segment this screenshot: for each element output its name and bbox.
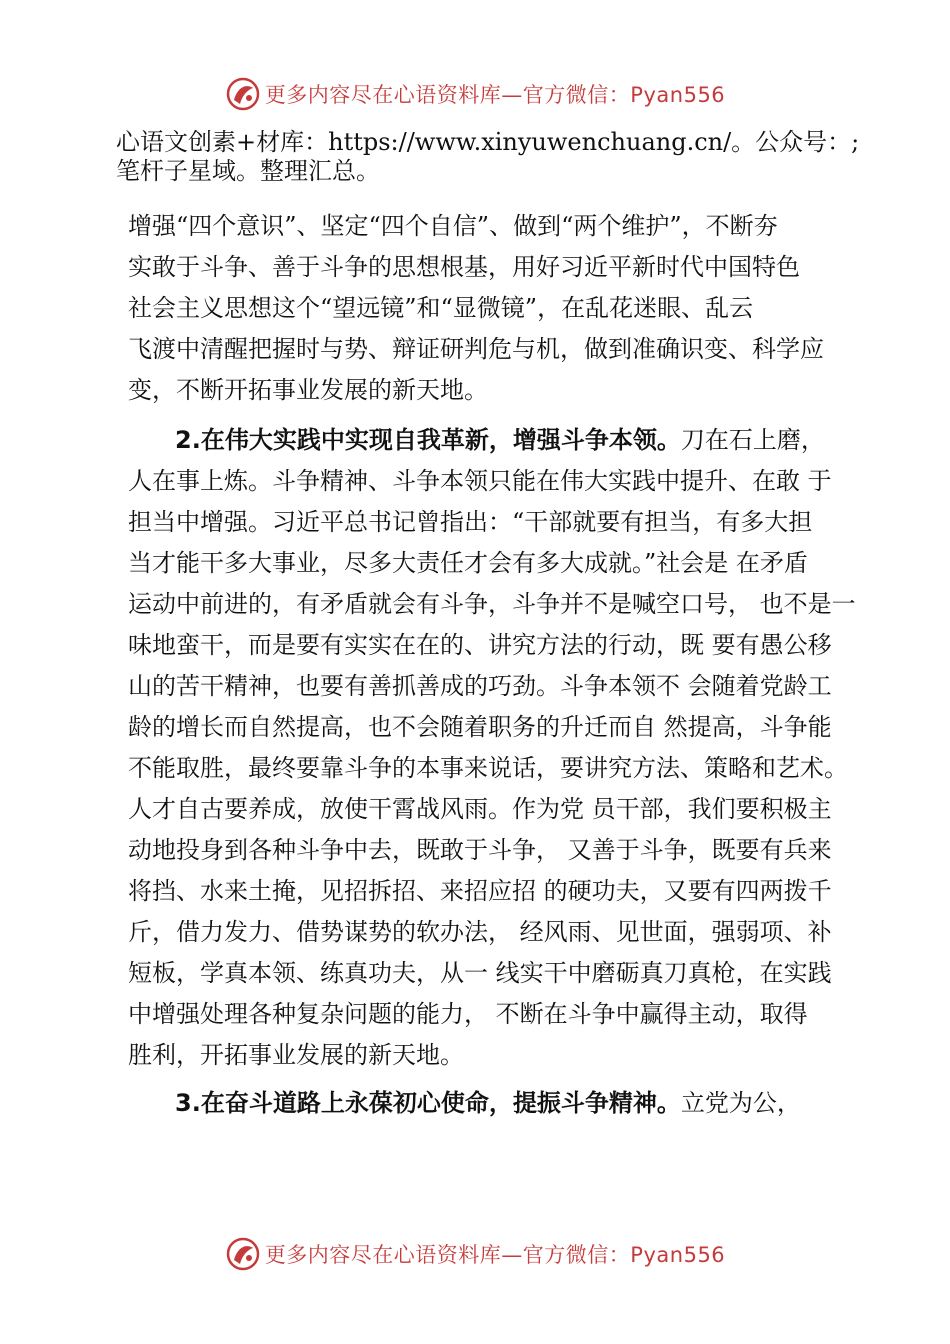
paragraph-2-lead: 刀在石上磨， <box>680 426 825 454</box>
source-header <box>116 128 876 186</box>
logo-icon <box>225 1236 261 1272</box>
top-banner <box>0 72 950 116</box>
body-line: 龄的增长而自然提高，也不会随着职务的升迁而自 然提高，斗争能 <box>128 713 832 741</box>
logo-icon <box>225 76 261 112</box>
banner-text: 更多内容尽在心语资料库—官方微信：Pyan556 <box>264 1243 726 1267</box>
banner-text: 更多内容尽在心语资料库—官方微信：Pyan556 <box>264 83 726 107</box>
body-line: 人才自古要养成，放使干霄战风雨。作为党 员干部，我们要积极主 <box>128 795 832 823</box>
body-line: 动地投身到各种斗争中去，既敢于斗争， 又善于斗争，既要有兵来 <box>128 836 832 864</box>
paragraph-2-first-line <box>175 423 825 457</box>
body-line: 中增强处理各种复杂问题的能力， 不断在斗争中赢得主动，取得 <box>128 1000 808 1028</box>
body-line: 胜利，开拓事业发展的新天地。 <box>128 1041 464 1069</box>
body-line: 运动中前进的，有矛盾就会有斗争，斗争并不是喊空口号， 也不是一 <box>128 590 856 618</box>
body-line: 实敢于斗争、善于斗争的思想根基，用好习近平新时代中国特色 <box>128 253 800 281</box>
body-line: 不能取胜，最终要靠斗争的本事来说话，要讲究方法、策略和艺术。 <box>128 754 848 782</box>
body-line: 社会主义思想这个“望远镜”和“显微镜”，在乱花迷眼、乱云 <box>128 294 754 322</box>
body-line: 人在事上炼。斗争精神、斗争本领只能在伟大实践中提升、在敢 于 <box>128 467 832 495</box>
paragraph-3-lead: 立党为公， <box>680 1089 801 1117</box>
body-line: 山的苦干精神，也要有善抓善成的巧劲。斗争本领不 会随着党龄工 <box>128 672 832 700</box>
paragraph-3-first-line <box>175 1086 801 1120</box>
body-line: 味地蛮干，而是要有实实在在的、讲究方法的行动，既 要有愚公移 <box>128 631 832 659</box>
bottom-banner <box>0 1232 950 1276</box>
body-line: 担当中增强。习近平总书记曾指出：“干部就要有担当，有多大担 <box>128 508 813 536</box>
body-line: 增强“四个意识”、坚定“四个自信”、做到“两个维护”，不断夯 <box>128 212 778 240</box>
body-line: 当才能干多大事业，尽多大责任才会有多大成就。”社会是 在矛盾 <box>128 549 808 577</box>
body-line: 将挡、水来土掩，见招拆招、来招应招 的硬功夫，又要有四两拨千 <box>128 877 832 905</box>
paragraph-2-heading: 2.在伟大实践中实现自我革新，增强斗争本领。 <box>175 426 681 454</box>
body-line: 短板，学真本领、练真功夫，从一 线实干中磨砺真刀真枪，在实践 <box>128 959 832 987</box>
body-line: 变，不断开拓事业发展的新天地。 <box>128 376 488 404</box>
paragraph-3-heading: 3.在奋斗道路上永葆初心使命，提振斗争精神。 <box>175 1089 681 1117</box>
source-line-2: 笔杆子星域。整理汇总。 <box>116 157 380 185</box>
source-line-1: 心语文创素+材库：https://www.xinyuwenchuang.cn/。公众号：; <box>116 128 860 156</box>
body-line: 斤，借力发力、借势谋势的软办法， 经风雨、见世面，强弱项、补 <box>128 918 832 946</box>
body-line: 飞渡中清醒把握时与势、辩证研判危与机，做到准确识变、科学应 <box>128 335 824 363</box>
